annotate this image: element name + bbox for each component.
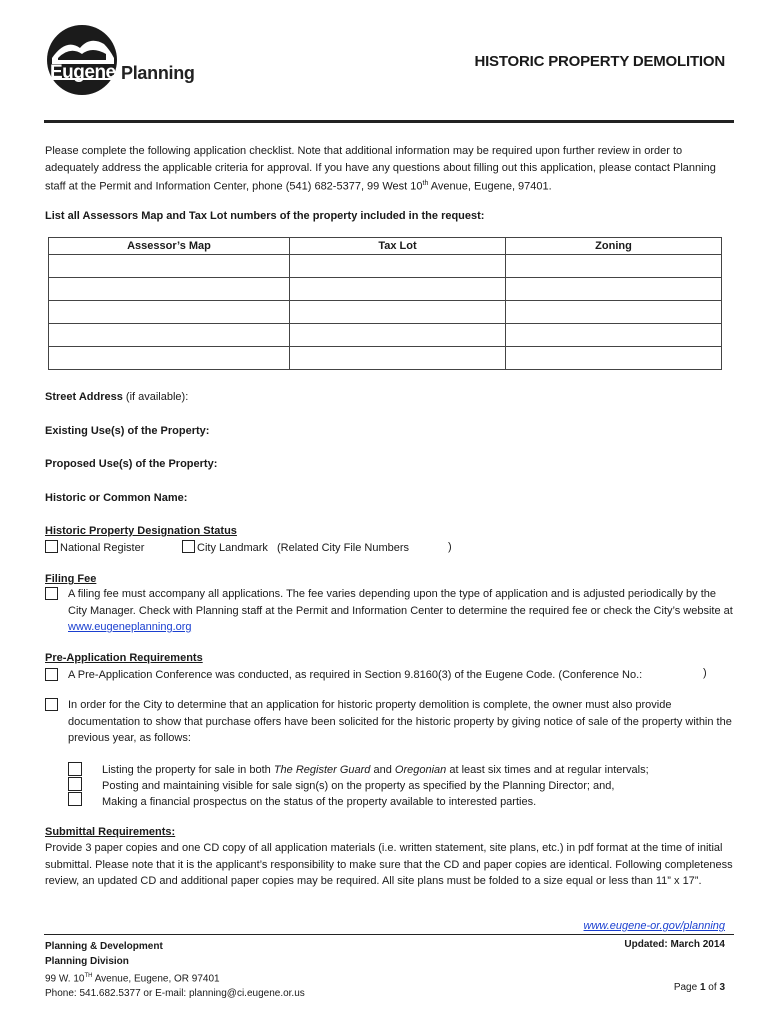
footer-updated: Updated: March 2014 bbox=[624, 939, 725, 950]
listing-text-b: and bbox=[370, 764, 395, 776]
table-cell[interactable] bbox=[49, 278, 290, 301]
pre-application-heading: Pre-Application Requirements bbox=[45, 652, 203, 664]
submittal-text: Provide 3 paper copies and one CD copy of all application materials (i.e. written statement, site plans, etc.) in pdf format at the time of initial submittal. Please note that it is the applicant’s responsibility to make sure that the CD and paper copies are identical. Following completeness review, an updated CD and additional paper copies may be required. All site plans must be folded to a size equal or less than 11” x 17”. bbox=[45, 842, 733, 887]
intro-paragraph bbox=[45, 143, 735, 195]
logo-word-eugene: Eugene bbox=[50, 62, 116, 83]
table-cell[interactable] bbox=[290, 278, 506, 301]
street-address-label: Street Address bbox=[45, 391, 123, 403]
table-row bbox=[49, 347, 722, 370]
submittal-heading: Submittal Requirements: bbox=[45, 826, 176, 838]
column-header-zoning: Zoning bbox=[506, 238, 722, 255]
conference-no-close: ) bbox=[703, 667, 707, 679]
table-cell[interactable] bbox=[290, 255, 506, 278]
listing-checkbox[interactable] bbox=[68, 762, 82, 776]
table-prompt: List all Assessors Map and Tax Lot numbers of the property included in the request: bbox=[45, 210, 485, 222]
table-cell[interactable] bbox=[506, 278, 722, 301]
national-register-label: National Register bbox=[60, 542, 145, 554]
table-cell[interactable] bbox=[290, 301, 506, 324]
column-header-tax-lot: Tax Lot bbox=[290, 238, 506, 255]
eugene-planning-logo bbox=[44, 24, 194, 104]
footer-division: Planning Division bbox=[45, 956, 129, 967]
posting-item: Posting and maintaining visible for sale sign(s) on the property as specified by the Planning Director; and, bbox=[102, 780, 615, 792]
table-cell[interactable] bbox=[290, 347, 506, 370]
city-landmark-checkbox[interactable] bbox=[182, 540, 195, 553]
posting-checkbox[interactable] bbox=[68, 777, 82, 791]
related-file-close: ) bbox=[448, 541, 452, 553]
listing-item bbox=[102, 762, 649, 778]
city-landmark-label: City Landmark bbox=[197, 542, 268, 554]
intro-text: Please complete the following application checklist. Note that additional information may be required upon further review in order to adequately address the applicable criteria for approval. If you have any questions about filling out this application, please contact Planning staff at the Permit and Information Center, phone (541) 682-5377, 99 West 10 bbox=[45, 145, 716, 193]
page-label: Page bbox=[673, 982, 700, 993]
footer-contact-block bbox=[45, 939, 305, 1001]
existing-use-field[interactable]: Existing Use(s) of the Property: bbox=[45, 425, 210, 437]
footer-website-link[interactable]: www.eugene-or.gov/planning bbox=[583, 920, 725, 932]
table-cell[interactable] bbox=[506, 324, 722, 347]
street-address-note: (if available): bbox=[122, 391, 189, 403]
footer-page-number bbox=[674, 982, 725, 993]
footer-address bbox=[45, 969, 305, 986]
table-cell[interactable] bbox=[506, 301, 722, 324]
page-current: 1 bbox=[699, 982, 706, 993]
footer-rule bbox=[44, 934, 734, 935]
intro-superscript: th bbox=[422, 180, 429, 187]
designation-heading: Historic Property Designation Status bbox=[45, 525, 237, 537]
page-total: 3 bbox=[719, 982, 725, 993]
page-of: of bbox=[705, 982, 720, 993]
purchase-offers-checkbox[interactable] bbox=[45, 698, 58, 711]
related-file-numbers-label: (Related City File Numbers bbox=[276, 542, 410, 554]
filing-fee-text bbox=[68, 586, 733, 636]
national-register-checkbox[interactable] bbox=[45, 540, 58, 553]
column-header-assessors-map: Assessor’s Map bbox=[49, 238, 290, 255]
logo-mountain-icon bbox=[46, 24, 118, 96]
city-landmark-option bbox=[182, 540, 409, 554]
table-cell[interactable] bbox=[49, 347, 290, 370]
intro-text-end: Avenue, Eugene, 97401. bbox=[428, 180, 552, 193]
table-cell[interactable] bbox=[49, 255, 290, 278]
historic-name-field[interactable]: Historic or Common Name: bbox=[45, 492, 188, 504]
footer-phone-email: Phone: 541.682.5377 or E-mail: planning@ci.eugene.or.us bbox=[45, 988, 305, 1000]
listing-text-a: Listing the property for sale in both bbox=[102, 764, 274, 776]
filing-fee-heading: Filing Fee bbox=[45, 573, 97, 585]
table-cell[interactable] bbox=[506, 347, 722, 370]
assessor-taxlot-table bbox=[48, 237, 722, 370]
document-title: HISTORIC PROPERTY DEMOLITION bbox=[474, 53, 725, 70]
prospectus-item: Making a financial prospectus on the status of the property available to interested parties. bbox=[102, 796, 537, 808]
listing-text-c: at least six times and at regular intervals; bbox=[446, 764, 649, 776]
filing-fee-body: A filing fee must accompany all applications. The fee varies depending upon the type of application and is adjusted periodically by the City Manager. Check with Planning staff at the Permit and Information Center to determine the required fee or check the City’s website at bbox=[68, 588, 733, 617]
proposed-use-field[interactable]: Proposed Use(s) of the Property: bbox=[45, 458, 218, 470]
street-address-field[interactable] bbox=[45, 391, 188, 403]
table-row bbox=[49, 255, 722, 278]
table-row bbox=[49, 278, 722, 301]
pre-app-conference-text: A Pre-Application Conference was conducted, as required in Section 9.8160(3) of the Eugene Code. (Conference No.: bbox=[68, 669, 643, 681]
purchase-offers-text: In order for the City to determine that an application for historic property demolition is complete, the owner must also provide documentation to show that purchase offers have been solicited for the historic property by giving notice of sale of the property within the previous year, as follows: bbox=[68, 699, 732, 744]
register-guard-text: The Register Guard bbox=[273, 764, 371, 776]
table-cell[interactable] bbox=[506, 255, 722, 278]
table-cell[interactable] bbox=[290, 324, 506, 347]
notice-sub-items bbox=[102, 762, 649, 810]
oregonian-text: Oregonian bbox=[394, 764, 447, 776]
footer-address-sup: TH bbox=[84, 973, 93, 979]
footer-address-b: Avenue, Eugene, OR 97401 bbox=[92, 973, 220, 985]
table-row bbox=[49, 301, 722, 324]
logo-word-planning: Planning bbox=[121, 63, 195, 83]
filing-fee-checkbox[interactable] bbox=[45, 587, 58, 600]
table-row bbox=[49, 324, 722, 347]
prospectus-checkbox[interactable] bbox=[68, 792, 82, 806]
footer-address-a: 99 W. 10 bbox=[45, 973, 85, 985]
eugene-planning-link[interactable]: www.eugeneplanning.org bbox=[68, 621, 192, 633]
designation-options bbox=[45, 540, 144, 554]
table-cell[interactable] bbox=[49, 301, 290, 324]
table-cell[interactable] bbox=[49, 324, 290, 347]
pre-app-conference-checkbox[interactable] bbox=[45, 668, 58, 681]
footer-dept: Planning & Development bbox=[45, 941, 163, 952]
header-rule bbox=[44, 120, 734, 123]
